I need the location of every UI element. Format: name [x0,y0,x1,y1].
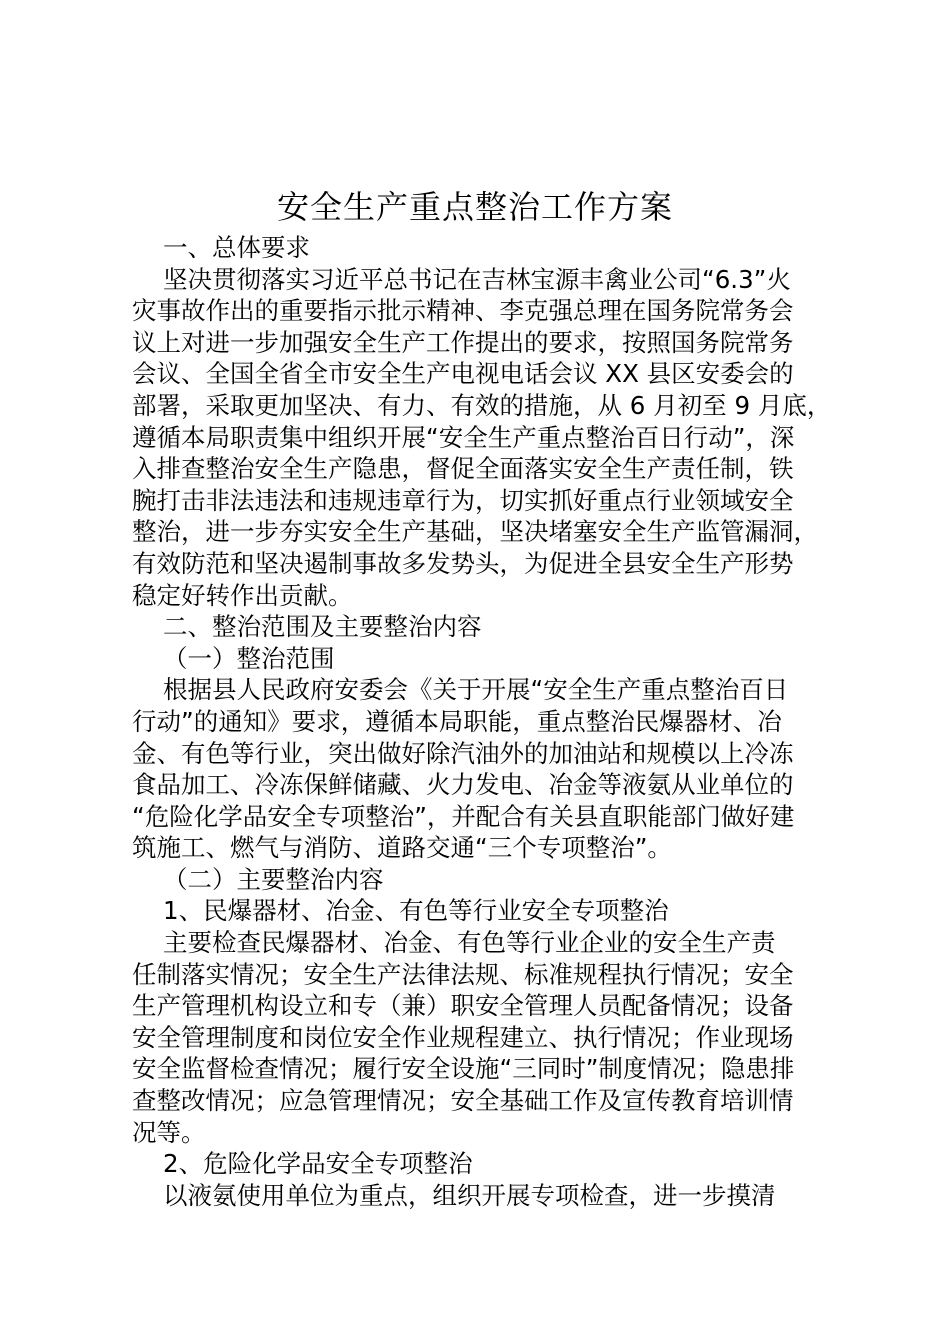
body-line: 生产管理机构设立和专（兼）职安全管理人员配备情况；设备 [132,991,794,1021]
document-title: 安全生产重点整治工作方案 [276,188,673,226]
body-line: （一）整治范围 [163,643,335,673]
body-line: 腕打击非法违法和违规违章行为，切实抓好重点行业领域安全 [132,485,794,515]
body-line: 二、整治范围及主要整治内容 [163,612,482,642]
body-line: “危险化学品安全专项整治”，并配合有关县直职能部门做好建 [132,801,795,831]
body-line: 坚决贯彻落实习近平总书记在吉林宝源丰禽业公司“6.3”火 [163,264,791,294]
body-line: （二）主要整治内容 [163,864,384,894]
body-line: 1、民爆器材、冶金、有色等行业安全专项整治 [163,896,669,926]
body-line: 灾事故作出的重要指示批示精神、李克强总理在国务院常务会 [132,296,794,326]
body-line: 遵循本局职责集中组织开展“安全生产重点整治百日行动”，深 [132,422,795,452]
body-line: 议上对进一步加强安全生产工作提出的要求，按照国务院常务 [132,327,794,357]
body-line: 以液氨使用单位为重点，组织开展专项检查，进一步摸清 [163,1180,776,1210]
body-line: 金、有色等行业，突出做好除汽油外的加油站和规模以上冷冻 [132,738,794,768]
body-line: 任制落实情况；安全生产法律法规、标准规程执行情况；安全 [132,959,794,989]
body-line: 况等。 [132,1117,206,1147]
body-line: 整治，进一步夯实安全生产基础，坚决堵塞安全生产监管漏洞， [132,517,818,547]
body-line: 有效防范和坚决遏制事故多发势头，为促进全县安全生产形势 [132,548,794,578]
body-line: 入排查整治安全生产隐患，督促全面落实安全生产责任制，铁 [132,454,794,484]
body-line: 根据县人民政府安委会《关于开展“安全生产重点整治百日 [163,675,789,705]
body-line: 安全管理制度和岗位安全作业规程建立、执行情况；作业现场 [132,1022,794,1052]
body-line: 安全监督检查情况；履行安全设施“三同时”制度情况；隐患排 [132,1054,795,1084]
body-line: 一、总体要求 [163,233,310,262]
body-line: 筑施工、燃气与消防、道路交通“三个专项整治”。 [132,833,672,863]
body-line: 行动”的通知》要求，遵循本局职能，重点整治民爆器材、冶 [132,706,782,736]
body-line: 主要检查民爆器材、冶金、有色等行业企业的安全生产责 [163,928,776,958]
body-line: 会议、全国全省全市安全生产电视电话会议 XX 县区安委会的 [132,359,794,389]
body-line: 2、危险化学品安全专项整治 [163,1149,473,1179]
document-body [132,232,852,1211]
body-line: 查整改情况；应急管理情况；安全基础工作及宣传教育培训情 [132,1086,794,1116]
body-line: 部署，采取更加坚决、有力、有效的措施，从 6 月初至 9 月底， [132,390,832,420]
body-line: 食品加工、冷冻保鲜储藏、火力发电、冶金等液氨从业单位的 [132,770,794,800]
body-line: 稳定好转作出贡献。 [132,580,353,610]
